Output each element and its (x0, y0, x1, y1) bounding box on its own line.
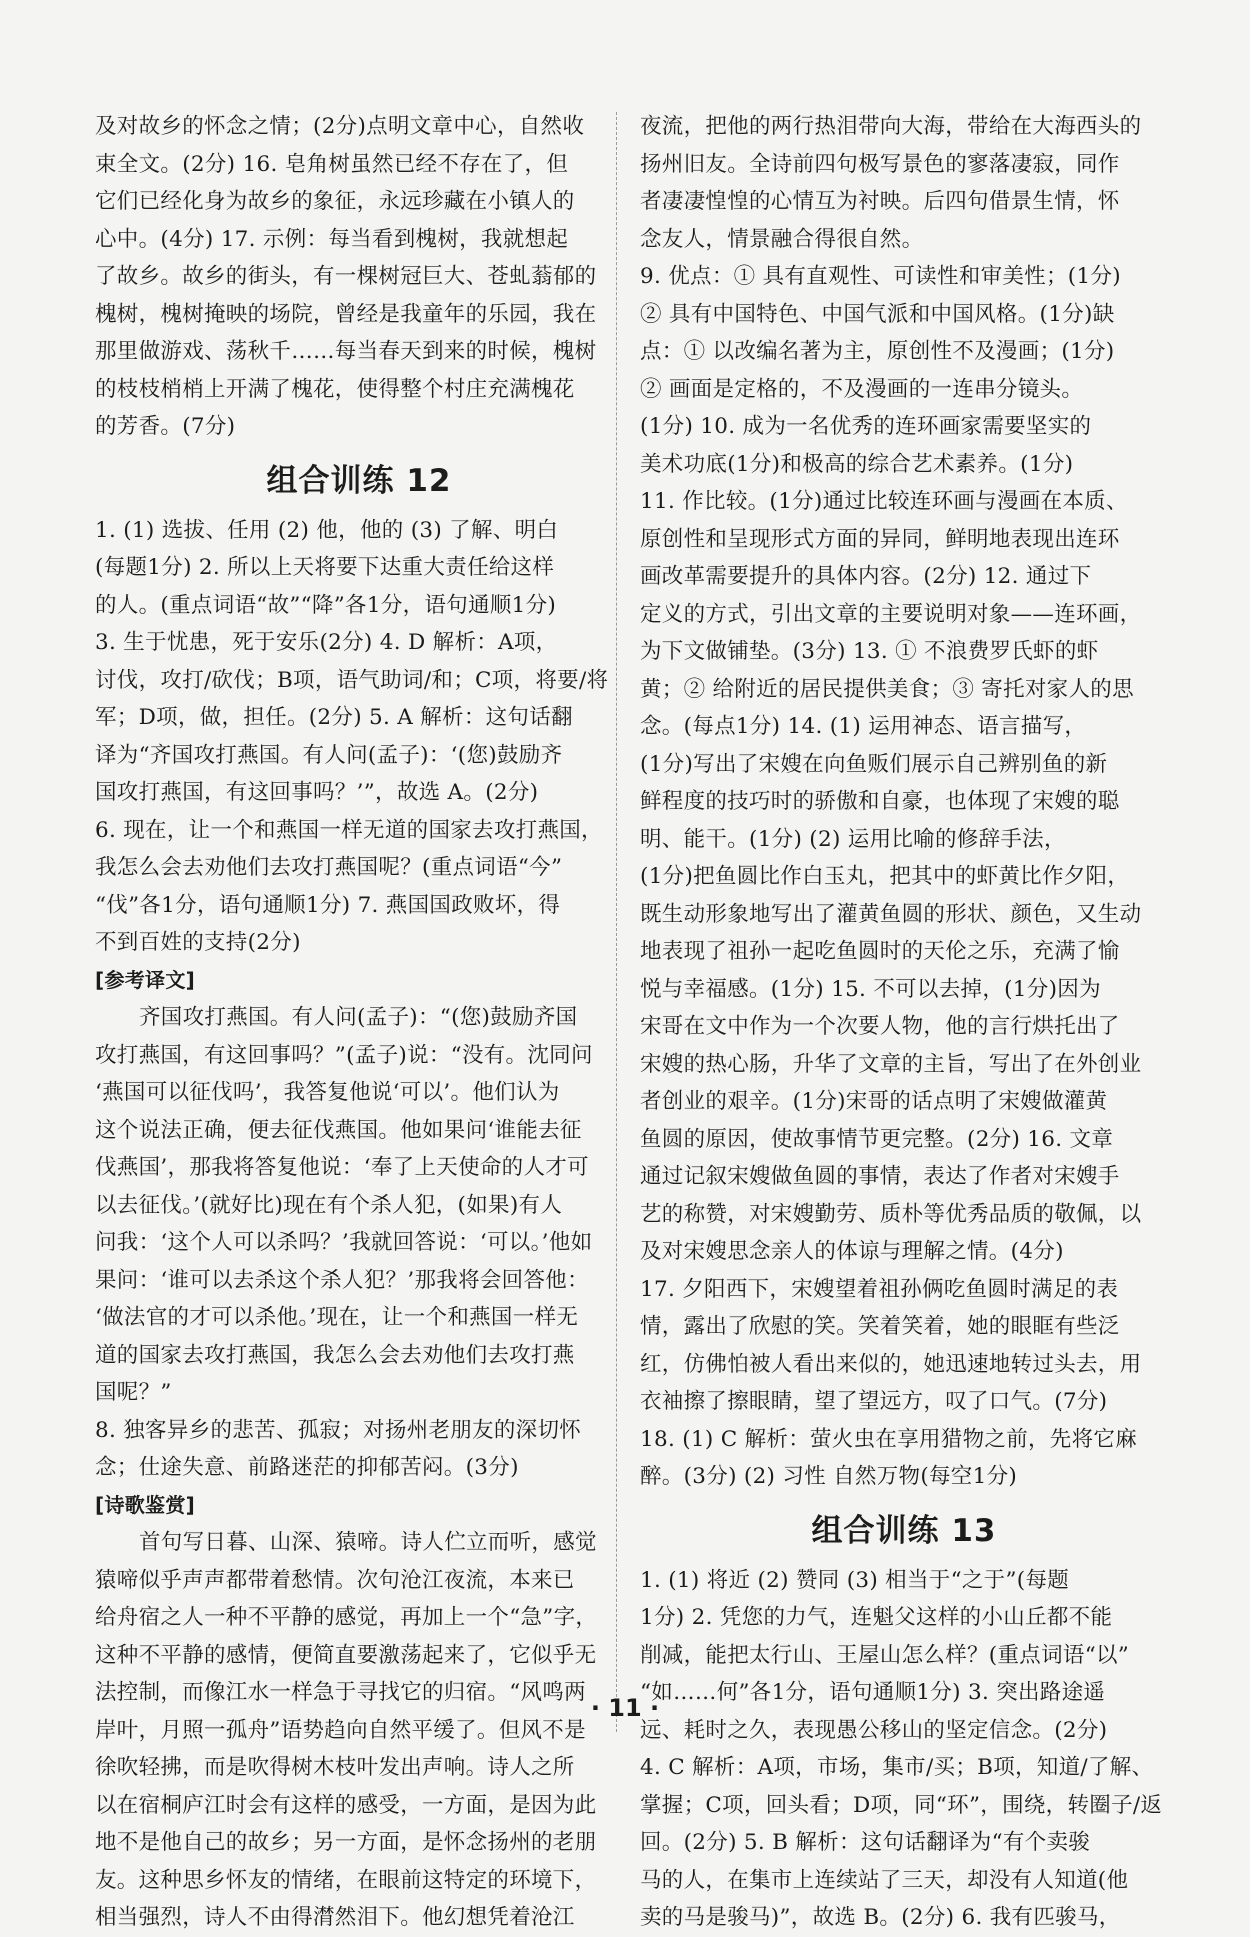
right-answers-part1 (640, 108, 1168, 1496)
text-line: 黄；② 给附近的居民提供美食；③ 寄托对家人的思 (640, 676, 1134, 702)
text-line: 画改革需要提升的具体内容。(2分) 12. 通过下 (640, 564, 1092, 589)
text-line: 4. C 解析：A项，市场，集市/买；B项，知道/了解、 (640, 1755, 1154, 1780)
text-line: 17. 夕阳西下，宋嫂望着祖孙俩吃鱼圆时满足的表 (640, 1276, 1119, 1302)
text-line: 8. 独客异乡的悲苦、孤寂；对扬州老朋友的深切怀 (95, 1417, 582, 1443)
text-line: ‘燕国可以征伐吗’，我答复他说‘可以’。他们认为 (95, 1080, 560, 1105)
text-line: 伐燕国’，那我将答复他说：‘奉了上天使命的人才可 (95, 1155, 589, 1180)
text-line: 通过记叙宋嫂做鱼圆的事情，表达了作者对宋嫂手 (640, 1164, 1120, 1189)
text-line: 及对宋嫂思念亲人的体谅与理解之情。(4分) (640, 1239, 1064, 1264)
text-line: 心中。(4分) 17. 示例：每当看到槐树，我就想起 (95, 226, 569, 252)
right-column (640, 108, 1168, 1937)
text-line: 首句写日暮、山深、猿啼。诗人伫立而听，感觉 (139, 1530, 597, 1555)
text-line: 了故乡。故乡的街头，有一棵树冠巨大、苍虬蓊郁的 (95, 264, 597, 289)
text-line: 及对故乡的怀念之情；(2分)点明文章中心，自然收 (95, 114, 585, 139)
text-line: 宋哥在文中作为一个次要人物，他的言行烘托出了 (640, 1014, 1120, 1039)
section-title-13: 组合训练 13 (811, 1512, 997, 1549)
text-line: 1. (1) 将近 (2) 赞同 (3) 相当于“之于”(每题 (640, 1567, 1070, 1593)
text-line: 国攻打燕国，有这回事吗？’”，故选 A。(2分) (95, 780, 539, 805)
text-line: 情，露出了欣慰的笑。笑着笑着，她的眼眶有些泛 (640, 1314, 1120, 1339)
page-number: · 11 · (590, 1694, 660, 1722)
text-line: 9. 优点：① 具有直观性、可读性和审美性；(1分) (640, 264, 1121, 289)
text-line: 鲜程度的技巧时的骄傲和自豪，也体现了宋嫂的聪 (640, 789, 1120, 814)
text-line: 悦与幸福感。(1分) 15. 不可以去掉，(1分)因为 (640, 976, 1101, 1002)
text-line: 它们已经化身为故乡的象征，永远珍藏在小镇人的 (95, 189, 575, 214)
text-line: 夜流，把他的两行热泪带向大海，带给在大海西头的 (640, 114, 1142, 139)
text-line: 不到百姓的支持(2分) (95, 930, 301, 955)
text-line: 念；仕途失意、前路迷茫的抑郁苦闷。(3分) (95, 1455, 519, 1480)
text-line: 明、能干。(1分) (2) 运用比喻的修辞手法， (640, 826, 1066, 852)
text-line: (1分)把鱼圆比作白玉丸，把其中的虾黄比作夕阳， (640, 864, 1130, 889)
text-line: 以去征伐。’(就好比)现在有个杀人犯，(如果)有人 (95, 1192, 563, 1218)
text-line: 者创业的艰辛。(1分)宋哥的话点明了宋嫂做灌黄 (640, 1089, 1108, 1114)
text-line: 给舟宿之人一种不平静的感觉，再加上一个“急”字， (95, 1605, 598, 1630)
translation-tag: [参考译文] (95, 967, 196, 992)
text-line: 红，仿佛怕被人看出来似的，她迅速地转过头去，用 (640, 1351, 1142, 1377)
text-line: 原创性和呈现形式方面的异同，鲜明地表现出连环 (640, 526, 1120, 552)
text-line: 马的人，在集市上连续站了三天，却没有人知道(他 (640, 1867, 1129, 1893)
text-line: 国呢？” (95, 1380, 172, 1405)
text-line: 道的国家去攻打燕国，我怎么会去劝他们去攻打燕 (95, 1342, 575, 1368)
text-line: 醉。(3分) (2) 习性 自然万物(每空1分) (640, 1464, 1018, 1489)
translation-block (95, 999, 623, 1412)
text-line: 那里做游戏、荡秋千……每当春天到来的时候，槐树 (95, 339, 597, 364)
text-line: ‘做法官的才可以杀他。’现在，让一个和燕国一样无 (95, 1305, 579, 1330)
right-answers-part2 (640, 1562, 1168, 1937)
text-line: 点：① 以改编名著为主，原创性不及漫画；(1分) (640, 339, 1115, 364)
text-line: 定义的方式，引出文章的主要说明对象——连环画， (640, 601, 1142, 627)
text-line: 掌握；C项，回头看；D项，同“环”，围绕，转圈子/返 (640, 1792, 1163, 1818)
text-line: 削减，能把太行山、王屋山怎么样？(重点词语“以” (640, 1642, 1130, 1668)
text-line: 鱼圆的原因，使故事情节更完整。(2分) 16. 文章 (640, 1126, 1114, 1152)
text-line: 18. (1) C 解析：萤火虫在享用猎物之前，先将它麻 (640, 1426, 1138, 1452)
text-line: 这个说法正确，便去征伐燕国。他如果问‘谁能去征 (95, 1117, 582, 1143)
left-answers-part1 (95, 108, 623, 446)
text-line: 的枝枝梢梢上开满了槐花，使得整个村庄充满槐花 (95, 376, 575, 402)
text-line: 11. 作比较。(1分)通过比较连环画与漫画在本质、 (640, 489, 1128, 514)
poetry-tag: [诗歌鉴赏] (95, 1492, 196, 1517)
text-line: 岸叶，月照一孤舟”语势趋向自然平缓了。但风不是 (95, 1717, 586, 1743)
text-line: 的芳香。(7分) (95, 414, 236, 439)
text-line: 法控制，而像江水一样急于寻找它的归宿。“风鸣两 (95, 1680, 586, 1705)
text-line: ② 具有中国特色、中国气派和中国风格。(1分)缺 (640, 301, 1115, 327)
text-line: 6. 现在，让一个和燕国一样无道的国家去攻打燕国， (95, 817, 603, 843)
text-line: 我怎么会去劝他们去攻打燕国呢？(重点词语“今” (95, 855, 563, 880)
text-line: 美术功底(1分)和极高的综合艺术素养。(1分) (640, 451, 1074, 477)
text-line: 艺的称赞，对宋嫂勤劳、质朴等优秀品质的敬佩，以 (640, 1201, 1142, 1227)
text-line: 以在宿桐庐江时会有这样的感受，一方面，是因为此 (95, 1792, 597, 1818)
text-line: ② 画面是定格的，不及漫画的一连串分镜头。 (640, 376, 1084, 402)
text-line: 槐树，槐树掩映的场院，曾经是我童年的乐园，我在 (95, 301, 597, 327)
text-line: “伐”各1分，语句通顺1分) 7. 燕国国政败坏，得 (95, 892, 561, 918)
text-line: 译为“齐国攻打燕国。有人问(孟子)：‘(您)鼓励齐 (95, 742, 563, 768)
text-line: (每题1分) 2. 所以上天将要下达重大责任给这样 (95, 555, 555, 580)
text-line: 的人。(重点词语“故”“降”各1分，语句通顺1分) (95, 592, 557, 618)
text-line: 徐吹轻拂，而是吹得树木枝叶发出声响。诗人之所 (95, 1755, 575, 1780)
text-line: 既生动形象地写出了灌黄鱼圆的形状、颜色，又生动 (640, 901, 1142, 927)
text-line: 卖的马是骏马)”，故选 B。(2分) 6. 我有匹骏马， (640, 1905, 1121, 1930)
left-answers-part2 (95, 512, 623, 962)
text-line: 3. 生于忧患，死于安乐(2分) 4. D 解析：A项， (95, 630, 558, 655)
text-line: 猿啼似乎声声都带着愁情。次句沧江夜流，本来已 (95, 1567, 575, 1593)
text-line: 念友人，情景融合得很自然。 (640, 226, 924, 252)
text-line: 问我：‘这个人可以杀吗？’我就回答说：‘可以。’他如 (95, 1230, 593, 1255)
text-line: 地不是他自己的故乡；另一方面，是怀念扬州的老朋 (95, 1830, 597, 1855)
text-line: 军；D项，做，担任。(2分) 5. A 解析：这句话翻 (95, 705, 573, 730)
text-line: 1分) 2. 凭您的力气，连魁父这样的小山丘都不能 (640, 1605, 1113, 1630)
text-line: 讨伐，攻打/砍伐；B项，语气助词/和；C项，将要/将 (95, 667, 609, 693)
text-line: 者凄凄惶惶的心情互为衬映。后四句借景生情，怀 (640, 189, 1120, 214)
section-title-12: 组合训练 12 (266, 462, 452, 499)
text-line: “如……何”各1分，语句通顺1分) 3. 突出路途遥 (640, 1680, 1106, 1705)
text-line: 宋嫂的热心肠，升华了文章的主旨，写出了在外创业 (640, 1051, 1142, 1077)
text-line: 回。(2分) 5. B 解析：这句话翻译为“有个卖骏 (640, 1830, 1091, 1855)
text-line: 为下文做铺垫。(3分) 13. ① 不浪费罗氏虾的虾 (640, 639, 1099, 664)
text-line: (1分)写出了宋嫂在向鱼贩们展示自己辨别鱼的新 (640, 751, 1108, 777)
text-line: 齐国攻打燕国。有人问(孟子)：“(您)鼓励齐国 (139, 1005, 578, 1030)
poetry-block (95, 1524, 623, 1937)
text-line: 友。这种思乡怀友的情绪，在眼前这特定的环境下， (95, 1867, 597, 1893)
text-line: 果问：‘谁可以去杀这个杀人犯？’那我将会回答他： (95, 1267, 589, 1293)
text-line: 1. (1) 选拔、任用 (2) 他，他的 (3) 了解、明白 (95, 517, 559, 543)
text-line: 地表现了祖孙一起吃鱼圆时的天伦之乐，充满了愉 (640, 939, 1120, 964)
text-line: 扬州旧友。全诗前四句极写景色的寥落凄寂，同作 (640, 151, 1120, 177)
text-line: 这种不平静的感情，便简直要激荡起来了，它似乎无 (95, 1642, 597, 1668)
text-line: (1分) 10. 成为一名优秀的连环画家需要坚实的 (640, 414, 1092, 439)
text-line: 束全文。(2分) 16. 皂角树虽然已经不存在了，但 (95, 151, 569, 177)
text-line: 攻打燕国，有这回事吗？”(孟子)说：“没有。沈同问 (95, 1042, 593, 1068)
text-line: 念。(每点1分) 14. (1) 运用神态、语言描写， (640, 714, 1087, 739)
left-answers-part3 (95, 1412, 623, 1487)
text-line: 衣袖擦了擦眼睛，望了望远方，叹了口气。(7分) (640, 1389, 1108, 1414)
text-line: 远、耗时之久，表现愚公移山的坚定信念。(2分) (640, 1717, 1108, 1743)
left-column (95, 108, 623, 1937)
text-line: 相当强烈，诗人不由得潸然泪下。他幻想凭着沧江 (95, 1905, 575, 1930)
